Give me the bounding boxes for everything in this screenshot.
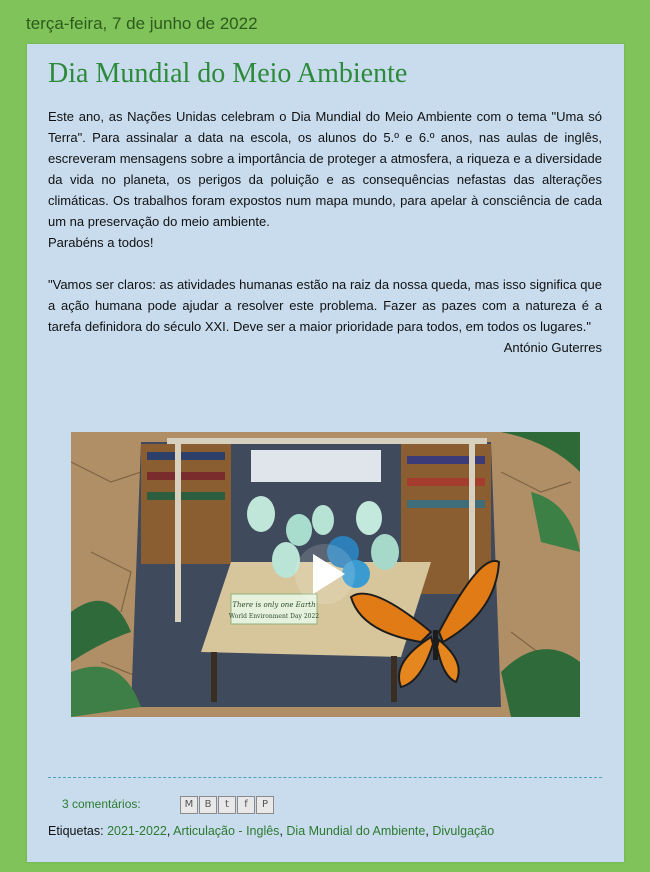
email-icon[interactable]: M — [180, 796, 198, 814]
pinterest-icon[interactable]: P — [256, 796, 274, 814]
quote-author: António Guterres — [503, 340, 602, 355]
embedded-video[interactable] — [71, 432, 580, 717]
post-title[interactable]: Dia Mundial do Meio Ambiente — [48, 58, 408, 89]
label-link[interactable]: Divulgação — [432, 824, 495, 838]
video-thumbnail — [71, 432, 580, 717]
congrats-line: Parabéns a todos! — [48, 235, 154, 250]
comments-link[interactable]: 3 comentários: — [62, 797, 141, 811]
footer-divider — [48, 777, 602, 778]
play-icon[interactable] — [295, 544, 355, 604]
twitter-icon[interactable]: t — [218, 796, 236, 814]
label-link[interactable]: 2021-2022 — [107, 824, 167, 838]
blog-icon[interactable]: B — [199, 796, 217, 814]
sign-text-line1: There is only one Earth — [232, 601, 316, 609]
labels-prefix: Etiquetas: — [48, 824, 104, 838]
label-link[interactable]: Articulação - Inglês — [173, 824, 280, 838]
post-labels: Etiquetas: 2021-2022, Articulação - Inglês, Dia Mundial do Ambiente, Divulgação — [48, 824, 495, 838]
facebook-icon[interactable]: f — [237, 796, 255, 814]
label-link[interactable]: Dia Mundial do Ambiente — [286, 824, 426, 838]
share-buttons — [180, 796, 274, 814]
date-header: terça-feira, 7 de junho de 2022 — [26, 14, 258, 33]
post-paragraph: Este ano, as Nações Unidas celebram o Dia Mundial do Meio Ambiente com o tema "Uma só Terra". Para assinalar a data na escola, os alunos do 5.º e 6.º anos, nas aulas de inglês, escreveram mensagens sobre a importância de proteger a atmosfera, a riqueza e a diversidade da vida no planeta, os perigos da poluição e as consequências nefastas das alterações climáticas. Os trabalhos foram expostos num mapa mundo, para apelar à consciência de cada um na preservação do meio ambiente. — [48, 109, 602, 229]
sign-text-line2: World Environment Day 2022 — [228, 613, 320, 620]
post-body — [48, 106, 602, 358]
blog-post — [27, 44, 624, 862]
quote-text: "Vamos ser claros: as atividades humanas estão na raiz da nossa queda, mas isso significa que a ação humana pode ajudar a resolver este problema. Fazer as pazes com a natureza é a tarefa definidora do século XXI. Deve ser a maior prioridade para todos, em todos os lugares." — [48, 277, 602, 334]
